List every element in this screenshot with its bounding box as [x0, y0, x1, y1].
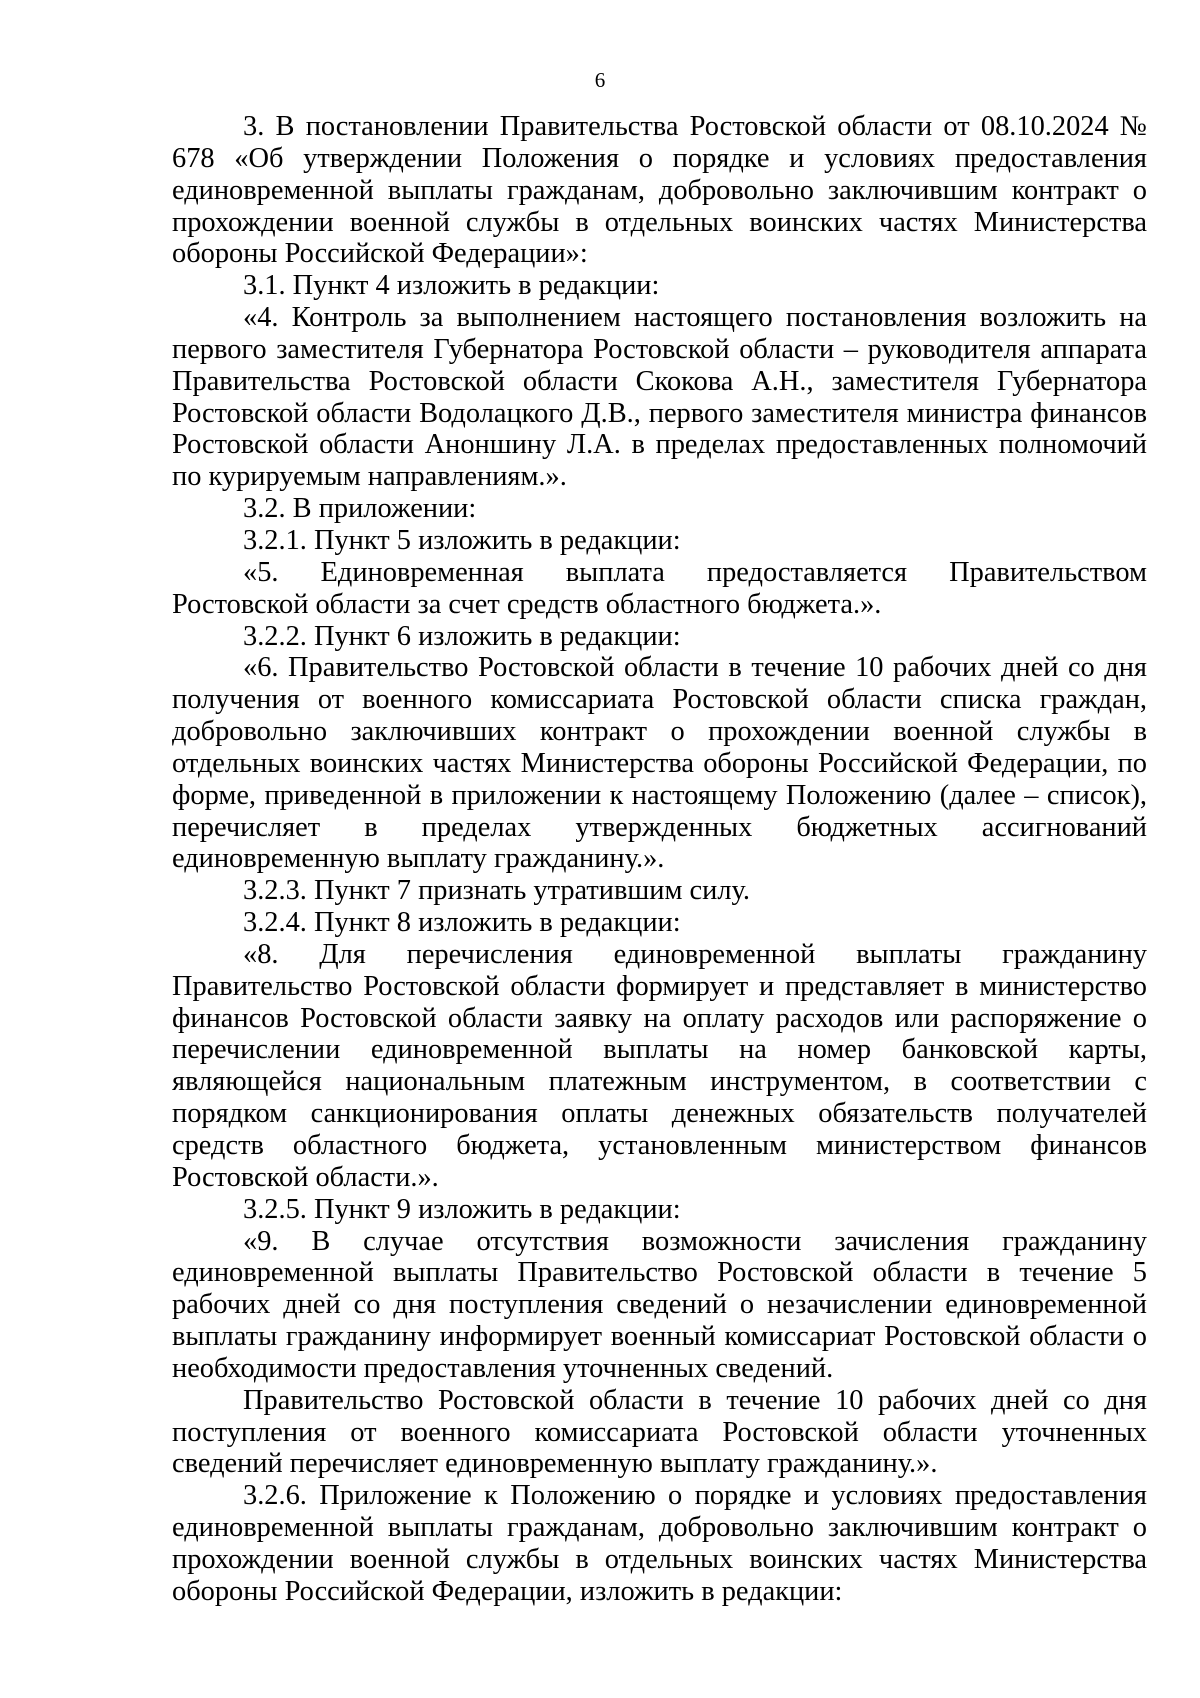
paragraph: «9. В случае отсутствия возможности зачисления гражданину единовременной выплаты Правительство Ростовской области в течение 5 рабочих дней со дня поступления сведений о незачислении единовременной выплаты гражданину информирует военный комиссариат Ростовской области о необходимости предоставления уточненных сведений. — [172, 1225, 1147, 1384]
paragraph: «5. Единовременная выплата предоставляется Правительством Ростовской области за счет средств областного бюджета.». — [172, 556, 1147, 620]
page-number: 6 — [594, 68, 606, 92]
paragraph: 3.2.2. Пункт 6 изложить в редакции: — [243, 620, 681, 652]
paragraph: 3.2.3. Пункт 7 признать утратившим силу. — [243, 875, 750, 907]
paragraph: 3.2.6. Приложение к Положению о порядке и условиях предоставления единовременной выплаты гражданам, добровольно заключившим контракт о прохождении военной службы в отдельных воинских частях Министерства обороны Российской Федерации, изложить в редакции: — [172, 1480, 1147, 1607]
document-body — [172, 111, 1147, 1608]
paragraph: 3.1. Пункт 4 изложить в редакции: — [243, 270, 660, 302]
paragraph: 3. В постановлении Правительства Ростовской области от 08.10.2024 № 678 «Об утверждении Положения о порядке и условиях предоставления единовременной выплаты гражданам, добровольно заключившим контракт о прохождении военной службы в отдельных воинских частях Министерства обороны Российской Федерации»: — [172, 111, 1147, 270]
paragraph: «8. Для перечисления единовременной выплаты гражданину Правительство Ростовской области формирует и представляет в министерство финансов Ростовской области заявку на оплату расходов или распоряжение о перечислении единовременной выплаты на номер банковской карты, являющейся национальным платежным инструментом, в соответствии с порядком санкционирования оплаты денежных обязательств получателей средств областного бюджета, установленным министерством финансов Ростовской области.». — [172, 938, 1147, 1193]
paragraph: «6. Правительство Ростовской области в течение 10 рабочих дней со дня получения от военного комиссариата Ростовской области списка граждан, добровольно заключивших контракт о прохождении военной службы в отдельных воинских частях Министерства обороны Российской Федерации, по форме, приведенной в приложении к настоящему Положению (далее – список), перечисляет в пределах утвержденных бюджетных ассигнований единовременную выплату гражданину.». — [172, 652, 1147, 875]
paragraph: 3.2. В приложении: — [243, 493, 477, 525]
paragraph: 3.2.5. Пункт 9 изложить в редакции: — [243, 1193, 681, 1225]
paragraph: «4. Контроль за выполнением настоящего постановления возложить на первого заместителя Губернатора Ростовской области – руководителя аппарата Правительства Ростовской области Скокова А.Н., заместителя Губернатора Ростовской области Водолацкого Д.В., первого заместителя министра финансов Ростовской области Аноншину Л.А. в пределах предоставленных полномочий по курируемым направлениям.». — [172, 302, 1147, 493]
paragraph: 3.2.4. Пункт 8 изложить в редакции: — [243, 907, 681, 939]
paragraph: Правительство Ростовской области в течение 10 рабочих дней со дня поступления от военного комиссариата Ростовской области уточненных сведений перечисляет единовременную выплату гражданину.». — [172, 1384, 1147, 1480]
paragraph: 3.2.1. Пункт 5 изложить в редакции: — [243, 524, 681, 556]
